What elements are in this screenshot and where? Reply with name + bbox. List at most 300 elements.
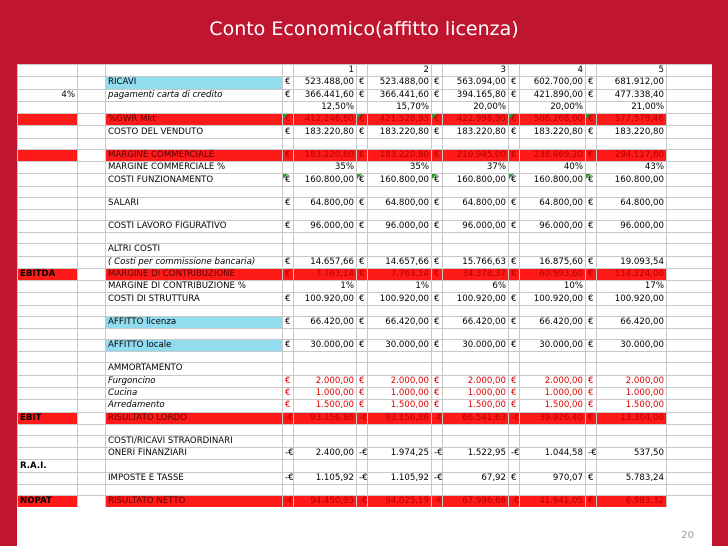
currency-sign <box>283 281 294 293</box>
table-row <box>18 77 713 89</box>
row-section-label <box>18 244 78 256</box>
year-value: 66.541,63 <box>443 412 509 424</box>
table-row <box>18 496 713 508</box>
row-pct <box>78 138 106 149</box>
row-section-label <box>18 209 78 220</box>
row-section-label <box>18 435 78 447</box>
year-value: 2.000,00 <box>443 375 509 387</box>
row-section-label <box>18 114 78 126</box>
currency-sign <box>432 186 443 197</box>
currency-sign <box>509 352 520 363</box>
year-value <box>520 460 586 472</box>
currency-sign <box>357 281 368 293</box>
row-pct <box>78 363 106 375</box>
row-section-label <box>18 293 78 305</box>
currency-sign <box>586 281 597 293</box>
year-value: 30.000,00 <box>443 340 509 352</box>
year-value <box>443 363 509 375</box>
row-label: ( Costi per commissione bancaria) <box>106 256 283 268</box>
year-value <box>294 329 357 340</box>
currency-sign: € <box>357 316 368 328</box>
year-value: 39.926,40 <box>520 412 586 424</box>
year-value: 30.000,00 <box>368 340 432 352</box>
year-value <box>597 363 667 375</box>
currency-sign: € <box>509 340 520 352</box>
currency-sign: € <box>283 375 294 387</box>
currency-sign: € <box>586 375 597 387</box>
year-value <box>443 233 509 244</box>
year-value: 66.420,00 <box>597 316 667 328</box>
currency-sign: € <box>509 472 520 484</box>
currency-sign: € <box>283 126 294 138</box>
year-value: 523.488,00 <box>368 77 432 89</box>
year-value: 43% <box>597 162 667 174</box>
currency-sign: € <box>586 316 597 328</box>
year-value <box>368 485 432 496</box>
year-value: 421.890,00 <box>520 89 586 101</box>
year-value: 35% <box>368 162 432 174</box>
year-value: 160.800,00 <box>520 174 586 186</box>
row-label: COSTI FUNZIONAMENTO <box>106 174 283 186</box>
row-pct <box>78 244 106 256</box>
currency-sign <box>509 244 520 256</box>
row-label: ALTRI COSTI <box>106 244 283 256</box>
year-value: 21,00% <box>597 101 667 113</box>
year-value: 366.441,60 <box>368 89 432 101</box>
year-value: 2.000,00 <box>294 375 357 387</box>
currency-sign: € <box>509 316 520 328</box>
year-value: 6% <box>443 281 509 293</box>
year-value <box>368 424 432 435</box>
year-value <box>294 138 357 149</box>
row-pct <box>78 197 106 209</box>
year-value: 16.875,60 <box>520 256 586 268</box>
year-value: 66.420,00 <box>443 316 509 328</box>
year-value: 66.420,00 <box>520 316 586 328</box>
row-label <box>106 305 283 316</box>
currency-sign: € <box>509 400 520 412</box>
row-pct <box>78 460 106 472</box>
year-value: 366.441,60 <box>294 89 357 101</box>
table-row <box>18 340 713 352</box>
year-value <box>368 209 432 220</box>
year-value: 1.500,00 <box>443 400 509 412</box>
row-section-label: NOPAT <box>18 496 78 508</box>
row-section-label <box>18 162 78 174</box>
year-value <box>294 244 357 256</box>
year-value: 7.763,14 <box>368 268 432 280</box>
currency-sign <box>432 329 443 340</box>
year-value: 13.304,06 <box>597 412 667 424</box>
currency-sign <box>357 305 368 316</box>
year-value <box>597 460 667 472</box>
currency-sign: € <box>586 412 597 424</box>
year-value <box>368 329 432 340</box>
year-value: 160.800,00 <box>368 174 432 186</box>
year-value <box>443 305 509 316</box>
year-value: 210.945,00 <box>443 149 509 161</box>
currency-sign <box>283 352 294 363</box>
table-row <box>18 126 713 138</box>
year-value: 183.220,80 <box>443 126 509 138</box>
year-value <box>368 352 432 363</box>
currency-sign <box>586 485 597 496</box>
currency-sign: € <box>283 340 294 352</box>
year-value: 563.094,00 <box>443 77 509 89</box>
table-row <box>18 268 713 280</box>
year-value <box>368 305 432 316</box>
currency-sign <box>509 233 520 244</box>
table-row <box>18 186 713 197</box>
row-label: AFFITTO locale <box>106 340 283 352</box>
currency-sign <box>509 186 520 197</box>
currency-sign <box>283 101 294 113</box>
table-row <box>18 209 713 220</box>
row-label <box>106 233 283 244</box>
currency-sign <box>283 485 294 496</box>
year-value: 100.920,00 <box>597 293 667 305</box>
year-value: 30.000,00 <box>294 340 357 352</box>
year-value <box>368 233 432 244</box>
currency-sign: € <box>283 256 294 268</box>
year-value: 394.165,80 <box>443 89 509 101</box>
currency-sign <box>586 363 597 375</box>
currency-sign: € <box>586 126 597 138</box>
year-value <box>520 435 586 447</box>
year-value: 1.974,25 <box>368 448 432 460</box>
currency-sign: € <box>283 268 294 280</box>
year-value <box>597 352 667 363</box>
year-value: 2.000,00 <box>520 375 586 387</box>
year-value <box>520 485 586 496</box>
currency-sign: € <box>283 197 294 209</box>
currency-sign: -€ <box>432 472 443 484</box>
year-value: 64.800,00 <box>294 197 357 209</box>
row-pct <box>78 435 106 447</box>
currency-sign <box>283 363 294 375</box>
year-value <box>294 186 357 197</box>
currency-sign: € <box>586 149 597 161</box>
row-label <box>106 329 283 340</box>
row-label: MARGINE COMMERCIALE % <box>106 162 283 174</box>
year-value <box>294 363 357 375</box>
currency-sign: € <box>357 293 368 305</box>
year-value: 64.800,00 <box>520 197 586 209</box>
currency-sign: € <box>432 89 443 101</box>
year-value: 20,00% <box>520 101 586 113</box>
year-value: 477.338,40 <box>597 89 667 101</box>
currency-sign <box>283 329 294 340</box>
currency-sign: -€ <box>432 448 443 460</box>
row-label: COSTO DEL VENDUTO <box>106 126 283 138</box>
row-pct <box>78 316 106 328</box>
currency-sign <box>432 101 443 113</box>
row-label <box>106 485 283 496</box>
currency-sign <box>357 138 368 149</box>
year-value: 35% <box>294 162 357 174</box>
currency-sign <box>586 329 597 340</box>
currency-sign: -€ <box>509 448 520 460</box>
year-value <box>520 186 586 197</box>
currency-sign <box>586 162 597 174</box>
year-value <box>443 138 509 149</box>
currency-sign: € <box>509 77 520 89</box>
year-value: 100.920,00 <box>294 293 357 305</box>
currency-sign <box>586 435 597 447</box>
table-row <box>18 400 713 412</box>
currency-sign: -€ <box>283 496 294 508</box>
currency-sign: -€ <box>283 412 294 424</box>
currency-sign: € <box>357 114 368 126</box>
currency-sign <box>509 281 520 293</box>
year-value <box>597 209 667 220</box>
row-section-label: 4% <box>18 89 78 101</box>
currency-sign: € <box>432 174 443 186</box>
year-value: 506.268,00 <box>520 114 586 126</box>
currency-sign <box>283 435 294 447</box>
currency-sign: € <box>357 268 368 280</box>
currency-sign: € <box>432 340 443 352</box>
row-section-label <box>18 363 78 375</box>
year-value: 160.800,00 <box>294 174 357 186</box>
year-value: 160.800,00 <box>597 174 667 186</box>
currency-sign <box>432 485 443 496</box>
currency-sign <box>586 305 597 316</box>
currency-sign: -€ <box>432 412 443 424</box>
row-label <box>106 424 283 435</box>
row-section-label <box>18 375 78 387</box>
year-value <box>294 305 357 316</box>
year-value <box>520 329 586 340</box>
year-value: 602.700,00 <box>520 77 586 89</box>
currency-sign <box>357 329 368 340</box>
row-section-label <box>18 101 78 113</box>
year-value: 37% <box>443 162 509 174</box>
currency-sign: € <box>586 472 597 484</box>
year-value <box>368 363 432 375</box>
year-value: 96.000,00 <box>443 220 509 232</box>
year-value <box>520 305 586 316</box>
currency-sign: € <box>509 149 520 161</box>
year-value: 294.117,60 <box>597 149 667 161</box>
year-value: 1.522,95 <box>443 448 509 460</box>
currency-sign: € <box>509 268 520 280</box>
row-label: COSTI/RICAVI STRAORDINARI <box>106 435 283 447</box>
year-value: 1.000,00 <box>443 387 509 399</box>
row-label: Arredamento <box>106 400 283 412</box>
row-pct <box>78 329 106 340</box>
row-section-label <box>18 387 78 399</box>
row-pct <box>78 126 106 138</box>
row-label: ONERI FINANZIARI <box>106 448 283 460</box>
currency-sign: -€ <box>283 472 294 484</box>
row-section-label <box>18 138 78 149</box>
page-number: 20 <box>681 530 694 541</box>
currency-sign <box>432 162 443 174</box>
row-pct <box>78 472 106 484</box>
currency-sign: € <box>283 293 294 305</box>
year-value <box>368 138 432 149</box>
year-value <box>520 209 586 220</box>
table-row <box>18 305 713 316</box>
row-section-label <box>18 329 78 340</box>
currency-sign <box>283 138 294 149</box>
row-pct <box>78 101 106 113</box>
currency-sign: € <box>586 114 597 126</box>
currency-sign: € <box>432 268 443 280</box>
year-value: 64.800,00 <box>368 197 432 209</box>
currency-sign: € <box>509 89 520 101</box>
year-value: 40% <box>520 162 586 174</box>
row-label <box>106 209 283 220</box>
row-label <box>106 460 283 472</box>
year-value <box>520 352 586 363</box>
table-row <box>18 375 713 387</box>
currency-sign <box>509 460 520 472</box>
row-section-label <box>18 186 78 197</box>
row-pct <box>78 186 106 197</box>
currency-sign <box>509 305 520 316</box>
row-pct <box>78 256 106 268</box>
currency-sign <box>283 244 294 256</box>
currency-sign: € <box>357 340 368 352</box>
row-section-label <box>18 485 78 496</box>
currency-sign: € <box>509 293 520 305</box>
year-value: 1.500,00 <box>368 400 432 412</box>
row-pct <box>78 89 106 101</box>
currency-sign <box>432 138 443 149</box>
year-value <box>520 363 586 375</box>
table-row <box>18 472 713 484</box>
year-value: 67.996,66 <box>443 496 509 508</box>
currency-sign: € <box>586 400 597 412</box>
row-pct <box>78 496 106 508</box>
row-pct <box>78 233 106 244</box>
year-value <box>368 435 432 447</box>
year-value <box>443 244 509 256</box>
row-pct <box>78 340 106 352</box>
currency-sign: € <box>509 375 520 387</box>
table-row <box>18 149 713 161</box>
year-value: 422.998,90 <box>443 114 509 126</box>
currency-sign: € <box>357 77 368 89</box>
year-value: 67,92 <box>443 472 509 484</box>
year-value: 238.669,20 <box>520 149 586 161</box>
currency-sign: € <box>357 89 368 101</box>
year-value: 5.783,24 <box>597 472 667 484</box>
currency-sign <box>509 209 520 220</box>
year-value <box>597 244 667 256</box>
year-value <box>597 329 667 340</box>
currency-sign: € <box>432 114 443 126</box>
row-section-label: EBIT <box>18 412 78 424</box>
row-section-label: EBITDA <box>18 268 78 280</box>
row-label: Cucina <box>106 387 283 399</box>
year-value <box>294 424 357 435</box>
currency-sign: € <box>357 400 368 412</box>
currency-sign: € <box>432 77 443 89</box>
year-value: 20,00% <box>443 101 509 113</box>
year-value: 93.156,86 <box>294 412 357 424</box>
table-row <box>18 244 713 256</box>
year-value: 2.000,00 <box>368 375 432 387</box>
year-value <box>294 209 357 220</box>
row-pct <box>78 162 106 174</box>
year-value: 6.983,32 <box>597 496 667 508</box>
year-value: 15.766,63 <box>443 256 509 268</box>
currency-sign: € <box>283 114 294 126</box>
year-value <box>368 244 432 256</box>
currency-sign: € <box>586 197 597 209</box>
table-row <box>18 114 713 126</box>
year-value: 12,50% <box>294 101 357 113</box>
row-pct <box>78 293 106 305</box>
row-pct <box>78 352 106 363</box>
table-row <box>18 448 713 460</box>
currency-sign <box>432 305 443 316</box>
row-label: AMMORTAMENTO <box>106 363 283 375</box>
currency-sign <box>586 138 597 149</box>
year-value: 94.025,19 <box>368 496 432 508</box>
year-value: 577.579,46 <box>597 114 667 126</box>
currency-sign: € <box>586 256 597 268</box>
currency-sign: -€ <box>586 448 597 460</box>
year-value <box>520 138 586 149</box>
year-value: 970,07 <box>520 472 586 484</box>
year-value <box>520 424 586 435</box>
table-row <box>18 233 713 244</box>
currency-sign: € <box>357 126 368 138</box>
row-pct <box>78 412 106 424</box>
column-number: 5 <box>597 65 667 77</box>
row-pct <box>78 149 106 161</box>
row-section-label <box>18 424 78 435</box>
table-row <box>18 329 713 340</box>
currency-sign: € <box>509 220 520 232</box>
currency-sign: € <box>509 387 520 399</box>
currency-sign: -€ <box>509 412 520 424</box>
year-value <box>294 435 357 447</box>
currency-sign <box>509 363 520 375</box>
year-value: 96.000,00 <box>520 220 586 232</box>
row-label: RICAVI <box>106 77 283 89</box>
currency-sign: -€ <box>357 412 368 424</box>
currency-sign: € <box>432 149 443 161</box>
table-row <box>18 435 713 447</box>
currency-sign <box>357 460 368 472</box>
year-value: 34.378,37 <box>443 268 509 280</box>
row-pct <box>78 114 106 126</box>
currency-sign: € <box>357 149 368 161</box>
currency-sign: € <box>283 149 294 161</box>
currency-sign: € <box>432 197 443 209</box>
year-value: 523.488,00 <box>294 77 357 89</box>
currency-sign: -€ <box>357 448 368 460</box>
currency-sign <box>283 305 294 316</box>
row-pct <box>78 400 106 412</box>
currency-sign <box>432 424 443 435</box>
year-value: 2.000,00 <box>597 375 667 387</box>
slide-title: Conto Economico(affitto licenza) <box>209 18 519 40</box>
year-value <box>597 186 667 197</box>
currency-sign <box>509 435 520 447</box>
currency-sign: -€ <box>432 496 443 508</box>
row-section-label <box>18 400 78 412</box>
row-pct <box>78 220 106 232</box>
year-value: 681.912,00 <box>597 77 667 89</box>
currency-sign <box>586 101 597 113</box>
year-value: 30.000,00 <box>597 340 667 352</box>
